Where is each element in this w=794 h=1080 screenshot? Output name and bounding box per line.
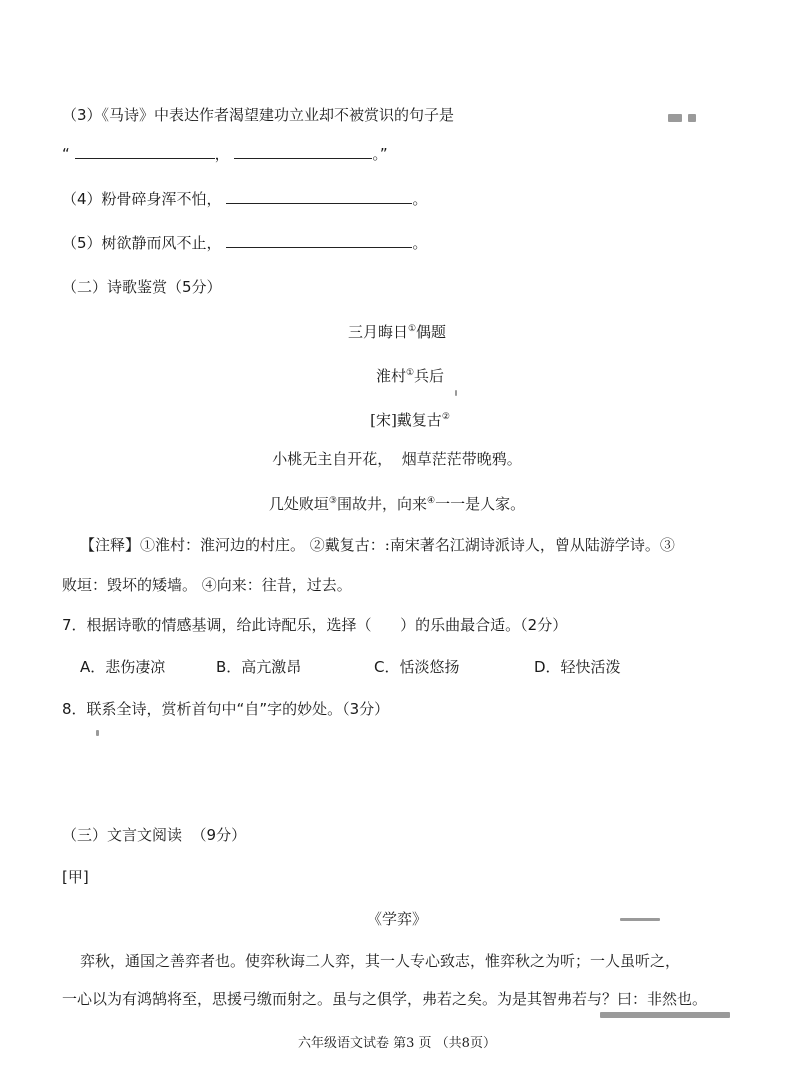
q8-text: 8．联系全诗，赏析首句中“自”字的妙处。（3分）: [62, 700, 390, 718]
passage-line-2: 一心以为有鸿鹄将至，思援弓缴而射之。虽与之俱学，弗若之矣。为是其智弗若与？曰：非然也。: [62, 990, 708, 1008]
q8-answer-area[interactable]: [62, 726, 732, 816]
q3-blank-1[interactable]: [75, 144, 215, 159]
scan-speck: [455, 390, 457, 396]
scan-speck: [620, 918, 660, 921]
scan-speck: [600, 1012, 730, 1018]
scan-speck: [96, 730, 99, 736]
q5-line: （5）树欲静而风不止， 。: [62, 234, 428, 252]
q7-option-b[interactable]: B．高亢激昂: [216, 658, 302, 676]
poem-notes-line-2: 败垣：毁坏的矮墙。 ④向来：往昔，过去。: [62, 576, 352, 594]
q3-answer-line: “ ， 。”: [62, 145, 388, 163]
q5-blank[interactable]: [226, 233, 412, 248]
passage-line-1: 弈秋，通国之善弈者也。使弈秋诲二人弈，其一人专心致志，惟弈秋之为听；一人虽听之，: [80, 952, 681, 970]
q7-option-a[interactable]: A．悲伤凄凉: [80, 658, 166, 676]
q7-option-c[interactable]: C．恬淡悠扬: [374, 658, 460, 676]
page-footer: 六年级语文试卷 第3 页 （共8页）: [298, 1036, 496, 1051]
q7-text: 7．根据诗歌的情感基调，给此诗配乐，选择（ ）的乐曲最合适。（2分）: [62, 616, 568, 634]
section3-heading: （三）文言文阅读 （9分）: [62, 826, 247, 844]
poem-line-1: 小桃无主自开花， 烟草茫茫带晚鸦。: [272, 450, 522, 468]
section2-heading: （二）诗歌鉴赏（5分）: [62, 278, 222, 296]
poem-subtitle: 淮村①兵后: [375, 367, 445, 385]
passage-title: 《学弈》: [366, 910, 427, 928]
q4-line: （4）粉骨碎身浑不怕， 。: [62, 190, 428, 208]
q3-blank-2[interactable]: [234, 144, 372, 159]
poem-notes-line-1: 【注释】①淮村：淮河边的村庄。 ②戴复古：:南宋著名江湖诗派诗人，曾从陆游学诗。③: [80, 536, 675, 554]
section3-part-label: [甲]: [62, 868, 89, 886]
q3-number: （3）: [62, 106, 102, 124]
poem-author: [宋]戴复古②: [370, 411, 450, 429]
poem-line-2: 几处败垣③围故井，向来④一一是人家。: [268, 495, 526, 513]
scan-speck: [688, 114, 696, 122]
q4-blank[interactable]: [226, 189, 412, 204]
q7-option-d[interactable]: D．轻快活泼: [534, 658, 621, 676]
scan-speck: [668, 114, 682, 122]
poem-title: 三月晦日①偶题: [347, 323, 447, 341]
q3-line: [62, 104, 454, 126]
q3-text: 《马诗》中表达作者渴望建功立业却不被赏识的句子是: [101, 106, 455, 124]
